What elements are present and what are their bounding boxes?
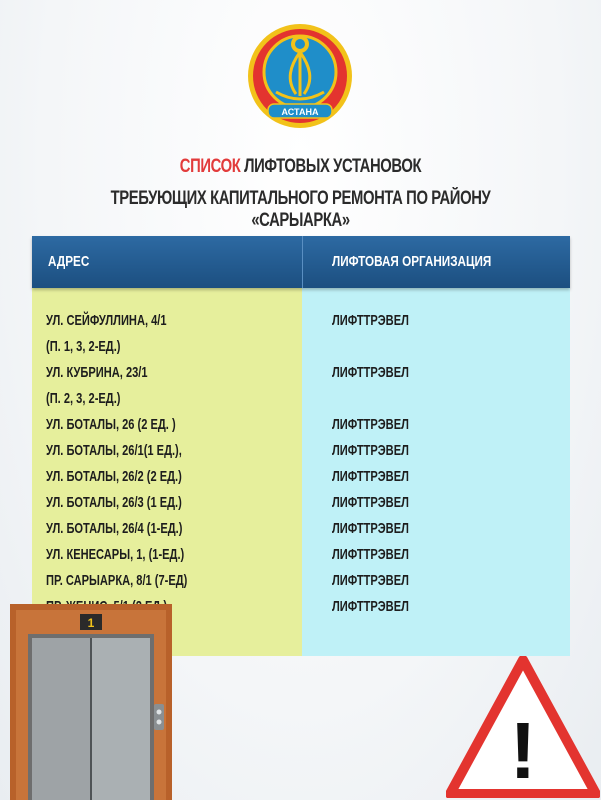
page-title-line-1	[66, 156, 535, 178]
address-cell: УЛ. БОТАЛЫ, 26/2 (2 ЕД.)	[46, 468, 182, 485]
organization-cell: ЛИФТТРЭВЕЛ	[332, 546, 409, 563]
header-address: АДРЕС	[48, 253, 90, 270]
address-cell: УЛ. КЕНЕСАРЫ, 1, (1-ЕД.)	[46, 546, 185, 563]
organization-cell: ЛИФТТРЭВЕЛ	[332, 494, 409, 511]
title-line-1-rest: ЛИФТОВЫХ УСТАНОВОК	[240, 156, 422, 177]
table-header	[32, 236, 570, 288]
address-cell: УЛ. БОТАЛЫ, 26/1(1 ЕД.),	[46, 442, 182, 459]
table-row	[32, 334, 570, 360]
table-row	[32, 412, 570, 438]
address-cell: ПР. САРЫАРКА, 8/1 (7-ЕД)	[46, 572, 188, 589]
organization-cell: ЛИФТТРЭВЕЛ	[332, 364, 409, 381]
table-row	[32, 360, 570, 386]
table-row	[32, 464, 570, 490]
table-row	[32, 490, 570, 516]
elevator-floor-number: 1	[87, 616, 95, 630]
page-title-line-2: ТРЕБУЮЩИХ КАПИТАЛЬНОГО РЕМОНТА ПО РАЙОНУ «САРЫАРКА»	[110, 188, 491, 231]
organization-cell: ЛИФТТРЭВЕЛ	[332, 598, 409, 615]
address-cell: УЛ. БОТАЛЫ, 26/3 (1 ЕД.)	[46, 494, 182, 511]
table-row	[32, 542, 570, 568]
organization-cell: ЛИФТТРЭВЕЛ	[332, 520, 409, 537]
warning-icon	[446, 656, 600, 798]
address-cell: УЛ. БОТАЛЫ, 26/4 (1-ЕД.)	[46, 520, 183, 537]
organization-cell: ЛИФТТРЭВЕЛ	[332, 416, 409, 433]
table-row	[32, 516, 570, 542]
table-row	[32, 308, 570, 334]
address-cell: (П. 2, 3, 2-ЕД.)	[46, 390, 121, 407]
warning-symbol: !	[509, 706, 537, 795]
emblem-text: АСТАНА	[281, 107, 319, 117]
organization-cell: ЛИФТТРЭВЕЛ	[332, 312, 409, 329]
elevator-illustration	[10, 604, 172, 800]
address-cell: УЛ. БОТАЛЫ, 26 (2 ЕД. )	[46, 416, 176, 433]
table-row	[32, 438, 570, 464]
organization-cell: ЛИФТТРЭВЕЛ	[332, 468, 409, 485]
table-row	[32, 386, 570, 412]
organization-cell: ЛИФТТРЭВЕЛ	[332, 572, 409, 589]
address-cell: УЛ. КУБРИНА, 23/1	[46, 364, 148, 381]
table-row	[32, 568, 570, 594]
title-accent: СПИСОК	[179, 156, 241, 177]
astana-emblem-logo	[246, 22, 354, 130]
address-cell: (П. 1, 3, 2-ЕД.)	[46, 338, 121, 355]
address-cell: УЛ. СЕЙФУЛЛИНА, 4/1	[46, 312, 167, 329]
organization-cell: ЛИФТТРЭВЕЛ	[332, 442, 409, 459]
header-divider	[302, 236, 303, 288]
header-organization: ЛИФТОВАЯ ОРГАНИЗАЦИЯ	[332, 253, 492, 270]
elevator-list-table	[32, 236, 570, 656]
